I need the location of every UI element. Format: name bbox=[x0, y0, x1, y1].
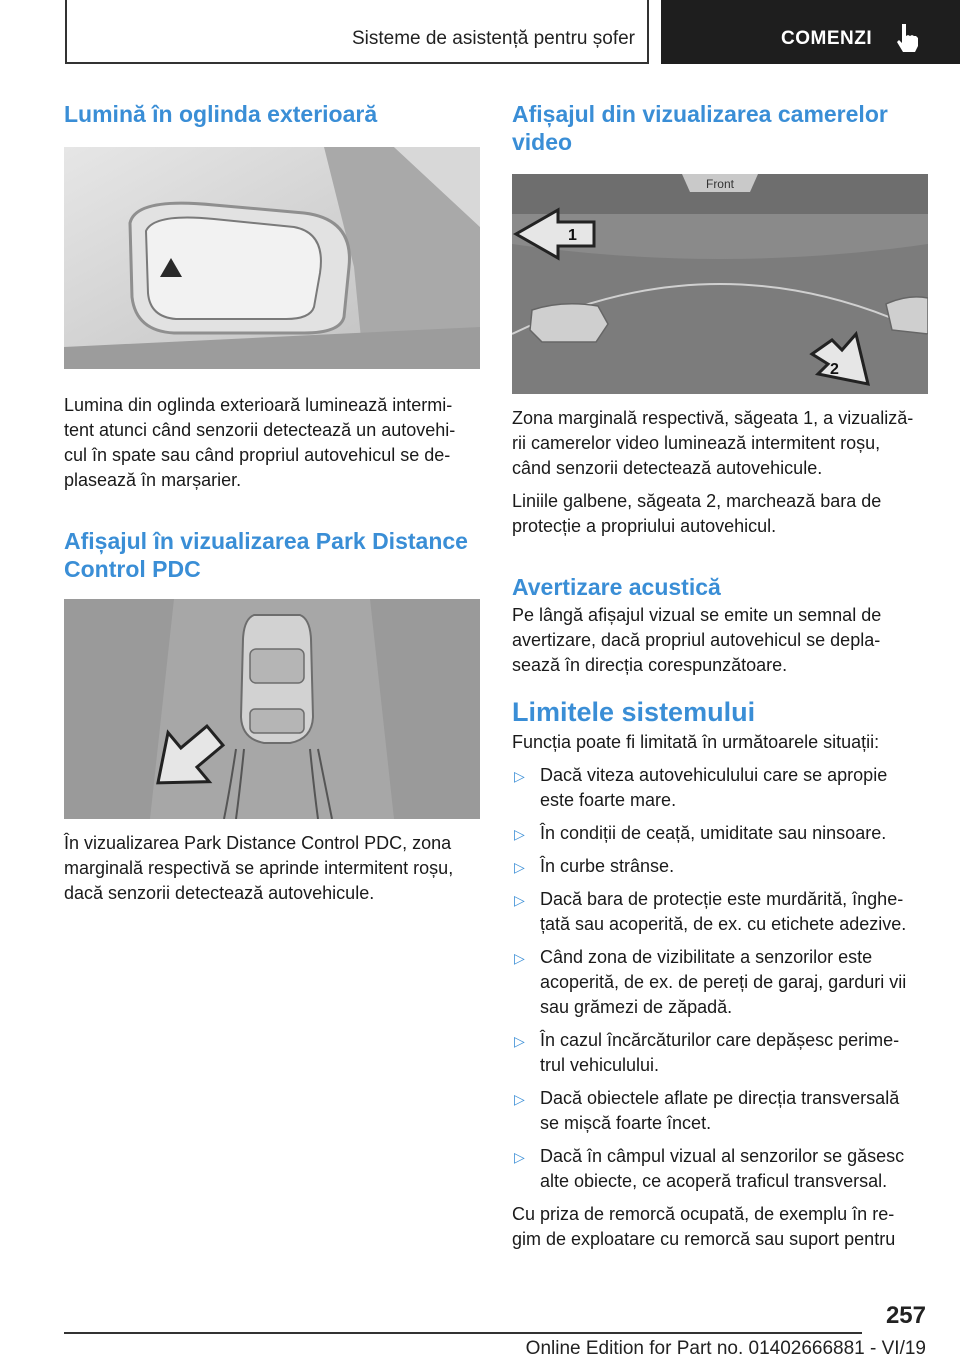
list-item-line: Dacă în câmpul vizual al senzorilor se găsesc bbox=[540, 1146, 905, 1166]
heading-pdc-line: Control PDC bbox=[64, 556, 201, 582]
list-item-line: se mișcă foarte încet. bbox=[540, 1113, 712, 1133]
list-item-line: Dacă obiectele aflate pe direcția transversală bbox=[540, 1088, 900, 1108]
header-chapter-box bbox=[661, 0, 960, 64]
list-item-line: Dacă viteza autovehiculului care se apropie bbox=[540, 765, 888, 785]
list-item bbox=[512, 945, 928, 1020]
list-item bbox=[512, 1144, 928, 1194]
pdc-illustration bbox=[64, 599, 480, 819]
triangle-bullet-icon: ▷ bbox=[514, 1091, 525, 1107]
hand-pointer-icon bbox=[893, 22, 921, 54]
pdc-text-line: marginală respectivă se aprinde intermitent roșu, bbox=[64, 858, 454, 878]
mirror-text-line: tent atunci când senzorii detectează un autovehi- bbox=[64, 420, 456, 440]
mirror-text-line: cul în spate sau când propriul autovehicul se de- bbox=[64, 445, 451, 465]
mirror-text-line: plasează în marșarier. bbox=[64, 470, 242, 490]
list-item-line: acoperită, de ex. de pereți de garaj, garduri vii bbox=[540, 972, 907, 992]
heading-camera-line: video bbox=[512, 129, 573, 155]
list-item-line: În cazul încărcăturilor care depășesc perime- bbox=[540, 1030, 900, 1050]
heading-camera-line: Afișajul din vizualizarea camerelor bbox=[512, 101, 888, 127]
triangle-bullet-icon: ▷ bbox=[514, 1033, 525, 1049]
heading-limits: Limitele sistemului bbox=[512, 697, 756, 727]
triangle-bullet-icon: ▷ bbox=[514, 768, 525, 784]
camera-text-line: protecție a propriului autovehicul. bbox=[512, 516, 777, 536]
footer-divider bbox=[64, 1332, 862, 1334]
list-item-line: În curbe strânse. bbox=[540, 856, 675, 876]
heading-mirror-light: Lumină în oglinda exterioară bbox=[64, 101, 378, 127]
acoustic-text-line: avertizare, dacă propriul autovehicul se depla- bbox=[512, 630, 881, 650]
triangle-bullet-icon: ▷ bbox=[514, 1149, 525, 1165]
pdc-text-line: În vizualizarea Park Distance Control PDC, zona bbox=[64, 833, 452, 853]
camera-illustration bbox=[512, 174, 928, 394]
chapter-title: COMENZI bbox=[781, 28, 873, 49]
arrow-1-label: 1 bbox=[568, 227, 577, 244]
triangle-bullet-icon: ▷ bbox=[514, 826, 525, 842]
list-item bbox=[512, 1086, 928, 1136]
camera-text-line: Zona marginală respectivă, săgeata 1, a vizualiză- bbox=[512, 408, 914, 428]
trailer-text-line: gim de exploatare cu remorcă sau suport pentru bbox=[512, 1229, 896, 1249]
list-item-line: sau grămezi de zăpadă. bbox=[540, 997, 733, 1017]
heading-pdc-line: Afișajul în vizualizarea Park Distance bbox=[64, 528, 468, 554]
list-item-line: țată sau acoperită, de ex. cu etichete adezive. bbox=[540, 914, 907, 934]
list-item-line: trul vehiculului. bbox=[540, 1055, 660, 1075]
camera-text-line: rii camerelor video luminează intermitent roșu, bbox=[512, 433, 881, 453]
list-item bbox=[512, 763, 928, 813]
limits-intro: Funcția poate fi limitată în următoarele situații: bbox=[512, 732, 880, 752]
triangle-bullet-icon: ▷ bbox=[514, 950, 525, 966]
triangle-bullet-icon: ▷ bbox=[514, 892, 525, 908]
mirror-text-line: Lumina din oglinda exterioară luminează intermi- bbox=[64, 395, 453, 415]
heading-acoustic: Avertizare acustică bbox=[512, 574, 721, 600]
list-item-line: Când zona de vizibilitate a senzorilor este bbox=[540, 947, 873, 967]
list-item-line: este foarte mare. bbox=[540, 790, 677, 810]
footer-edition: Online Edition for Part no. 01402666881 - VI/19 bbox=[525, 1338, 926, 1359]
camera-text-line: când senzorii detectează autovehicule. bbox=[512, 458, 823, 478]
pdc-text-line: dacă senzorii detectează autovehicule. bbox=[64, 883, 375, 903]
list-item bbox=[512, 821, 928, 846]
mirror-illustration bbox=[64, 147, 480, 369]
list-item bbox=[512, 887, 928, 937]
right-column bbox=[512, 100, 928, 1252]
trailer-text-line: Cu priza de remorcă ocupată, de exemplu în re- bbox=[512, 1204, 895, 1224]
list-item bbox=[512, 854, 928, 879]
page-number: 257 bbox=[885, 1302, 926, 1329]
list-item-line: alte obiecte, ce acoperă traficul transversal. bbox=[540, 1171, 888, 1191]
header-section-box bbox=[65, 0, 649, 64]
left-column bbox=[64, 100, 482, 906]
heading-camera bbox=[512, 100, 928, 156]
camera-front-tab: Front bbox=[705, 177, 735, 191]
section-title: Sisteme de asistență pentru șofer bbox=[351, 28, 635, 49]
list-item-line: În condiții de ceață, umiditate sau ninsoare. bbox=[540, 823, 887, 843]
triangle-bullet-icon: ▷ bbox=[514, 859, 525, 875]
list-item-line: Dacă bara de protecție este murdărită, înghe- bbox=[540, 889, 904, 909]
acoustic-text-line: Pe lângă afișajul vizual se emite un semnal de bbox=[512, 605, 882, 625]
camera-text-line: Liniile galbene, săgeata 2, marchează bara de bbox=[512, 491, 882, 511]
list-item bbox=[512, 1028, 928, 1078]
acoustic-text-line: sează în direcția corespunzătoare. bbox=[512, 655, 788, 675]
heading-pdc bbox=[64, 527, 482, 583]
arrow-2-label: 2 bbox=[830, 361, 839, 378]
limits-list bbox=[512, 763, 928, 1194]
